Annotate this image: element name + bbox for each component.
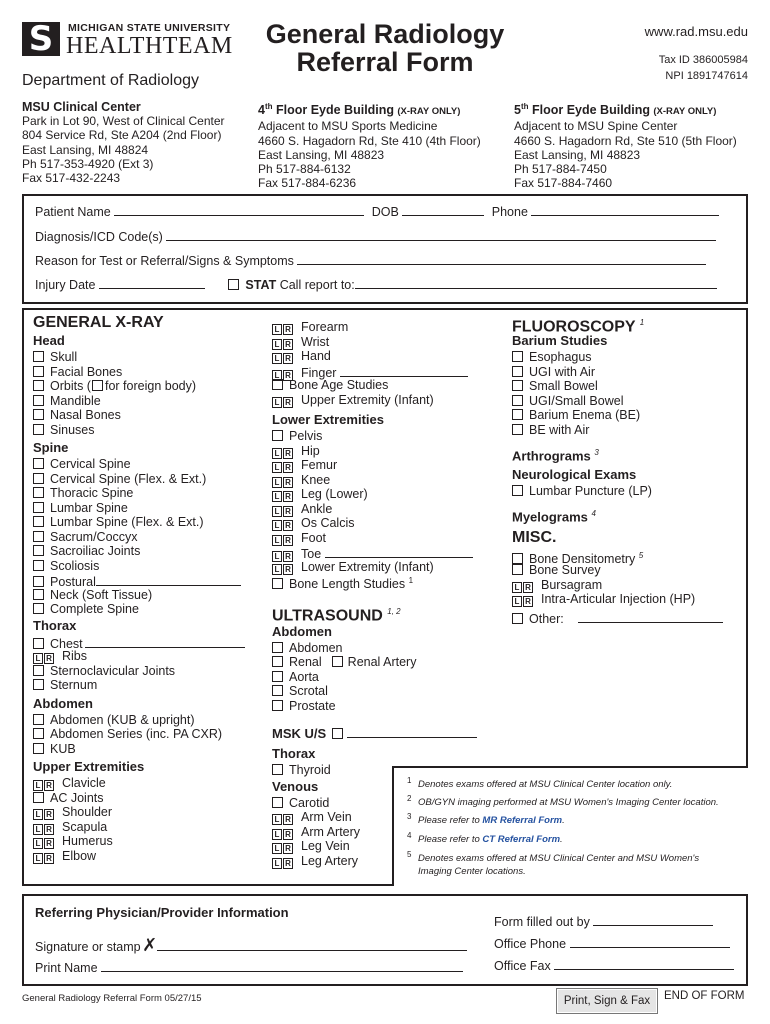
orbits-checkbox[interactable] bbox=[33, 380, 44, 391]
office-phone-row: Office Phone bbox=[494, 935, 730, 951]
lower-infant-left-checkbox[interactable]: L bbox=[272, 564, 282, 575]
brand-name: HEALTHTEAM bbox=[66, 33, 233, 59]
fluoroscopy-title: FLUOROSCOPY $^1$ bbox=[512, 318, 645, 336]
arm-vein-right-checkbox[interactable]: R bbox=[283, 814, 293, 825]
finger-left-checkbox[interactable]: L bbox=[272, 370, 282, 381]
mr-referral-link[interactable]: MR Referral Form bbox=[482, 815, 563, 826]
os-calcis-right-checkbox[interactable]: R bbox=[283, 520, 293, 531]
arm-artery-right-checkbox[interactable]: R bbox=[283, 829, 293, 840]
sacrum-checkbox[interactable] bbox=[33, 531, 44, 542]
msk-us-checkbox[interactable] bbox=[332, 728, 343, 739]
knee-right-checkbox[interactable]: R bbox=[283, 477, 293, 488]
msk-us-input[interactable] bbox=[347, 725, 477, 738]
hip-left-checkbox[interactable]: L bbox=[272, 448, 282, 459]
us-renal-checkbox[interactable] bbox=[272, 656, 283, 667]
small-bowel-checkbox[interactable] bbox=[512, 380, 523, 391]
leg-artery-right-checkbox[interactable]: R bbox=[283, 858, 293, 869]
msu-logo-s-icon: S bbox=[22, 22, 60, 56]
bone-densitometry-checkbox[interactable] bbox=[512, 553, 523, 564]
hand-left-checkbox[interactable]: L bbox=[272, 353, 282, 364]
abdomen-kub-checkbox[interactable] bbox=[33, 714, 44, 725]
ugi-small-bowel-checkbox[interactable] bbox=[512, 395, 523, 406]
hand-right-checkbox[interactable]: R bbox=[283, 353, 293, 364]
print-sign-fax-button[interactable]: Print, Sign & Fax bbox=[556, 988, 658, 1014]
diagnosis-row: Diagnosis/ICD Code(s) bbox=[35, 228, 716, 244]
phone-input[interactable] bbox=[531, 203, 719, 216]
lumbar-flex-checkbox[interactable] bbox=[33, 516, 44, 527]
location-4th-floor: 4th Floor Eyde Building (X-RAY ONLY) Adjacent to MSU Sports Medicine 4660 S. Hagadorn Rd, Ste 410 (4th Floor) East Lansing, MI 48823 Ph 517-884-6132 Fax 517-884-6236 bbox=[258, 102, 481, 191]
leg-vein-right-checkbox[interactable]: R bbox=[283, 843, 293, 854]
kub-checkbox[interactable] bbox=[33, 743, 44, 754]
toe-right-checkbox[interactable]: R bbox=[283, 551, 293, 562]
bone-survey-checkbox[interactable] bbox=[512, 564, 523, 575]
arm-vein-left-checkbox[interactable]: L bbox=[272, 814, 282, 825]
scapula-right-checkbox[interactable]: R bbox=[44, 824, 54, 835]
hip-right-checkbox[interactable]: R bbox=[283, 448, 293, 459]
mandible-checkbox[interactable] bbox=[33, 395, 44, 406]
us-carotid-checkbox[interactable] bbox=[272, 797, 283, 808]
upper-infant-right-checkbox[interactable]: R bbox=[283, 397, 293, 408]
department-name: Department of Radiology bbox=[22, 72, 199, 89]
injury-date-input[interactable] bbox=[99, 276, 205, 289]
sternoclavicular-checkbox[interactable] bbox=[33, 665, 44, 676]
website: www.rad.msu.edu bbox=[644, 24, 748, 39]
end-of-form: END OF FORM bbox=[664, 990, 745, 1002]
fluoro-column: FLUOROSCOPY $^1$ Barium Studies Esophagus UGI with Air Small Bowel UGI/Small Bowel Barium Enema (BE) BE with Air Arthrograms $^3$ Neurological Exams Lumbar Puncture (LP) Myelograms $^4$ MISC. Bone Densitometry $^5$ Bone Survey L R Bursagram L R Intra-Articular Injection (HP) Other: bbox=[512, 316, 723, 624]
foreign-body-checkbox[interactable] bbox=[92, 380, 103, 391]
os-calcis-left-checkbox[interactable]: L bbox=[272, 520, 282, 531]
physician-title: Referring Physician/Provider Information bbox=[35, 905, 289, 920]
cervical-spine-checkbox[interactable] bbox=[33, 458, 44, 469]
stat-checkbox[interactable] bbox=[228, 279, 239, 290]
university-name: MICHIGAN STATE UNIVERSITY bbox=[68, 22, 231, 34]
scapula-left-checkbox[interactable]: L bbox=[33, 824, 43, 835]
lumbar-puncture-checkbox[interactable] bbox=[512, 485, 523, 496]
ribs-left-checkbox[interactable]: L bbox=[33, 653, 43, 664]
signature-row: Signature or stamp ✗ bbox=[35, 935, 467, 956]
finger-right-checkbox[interactable]: R bbox=[283, 370, 293, 381]
us-abdomen-checkbox[interactable] bbox=[272, 642, 283, 653]
us-thyroid-checkbox[interactable] bbox=[272, 764, 283, 775]
filled-by-row: Form filled out by bbox=[494, 913, 713, 929]
wrist-right-checkbox[interactable]: R bbox=[283, 339, 293, 350]
wrist-left-checkbox[interactable]: L bbox=[272, 339, 282, 350]
complete-spine-checkbox[interactable] bbox=[33, 603, 44, 614]
ankle-left-checkbox[interactable]: L bbox=[272, 506, 282, 517]
ct-referral-link[interactable]: CT Referral Form bbox=[482, 834, 561, 845]
misc-title: MISC. bbox=[512, 528, 557, 546]
myelograms-label: Myelograms $^4$ bbox=[512, 508, 596, 524]
foot-left-checkbox[interactable]: L bbox=[272, 535, 282, 546]
femur-left-checkbox[interactable]: L bbox=[272, 462, 282, 473]
bone-length-checkbox[interactable] bbox=[272, 578, 283, 589]
note-5: 5 Denotes exams offered at MSU Clinical Center and MSU Women's Imaging Center locations. bbox=[407, 850, 700, 877]
facial-bones-checkbox[interactable] bbox=[33, 366, 44, 377]
upper-infant-left-checkbox[interactable]: L bbox=[272, 397, 282, 408]
tax-id: Tax ID 386005984 bbox=[658, 54, 748, 66]
lumbar-spine-checkbox[interactable] bbox=[33, 502, 44, 513]
dob-input[interactable] bbox=[402, 203, 484, 216]
femur-right-checkbox[interactable]: R bbox=[283, 462, 293, 473]
other-input[interactable] bbox=[578, 610, 723, 623]
sign-here-icon: ✗ bbox=[142, 935, 158, 955]
skull-checkbox[interactable] bbox=[33, 351, 44, 362]
elbow-left-checkbox[interactable]: L bbox=[33, 853, 43, 864]
note-1: 1 Denotes exams offered at MSU Clinical Center location only. bbox=[407, 776, 673, 790]
injury-row: Injury Date STAT Call report to: bbox=[35, 276, 717, 292]
ugi-air-checkbox[interactable] bbox=[512, 366, 523, 377]
ribs-right-checkbox[interactable]: R bbox=[44, 653, 54, 664]
xray-column-2: L R Forearm L R Wrist L R Hand L R Finger Bone Age Studies L R Upper Extremity (Infant) Lower Extremities Pelvis L R Hip L R Femur L R Knee L R Leg (Lower) L R Ankle L R Os Calcis L R Foot L R Toe L R Lower Extremity (Infant) Bone Length Studies $^1$ ULTRASOUND $^{1, 2}$ Abdomen Abdomen Renal Renal Artery Aorta Scrotal Prostate MSK U/S Thorax Thyroid Venous Carotid L R Arm Vein L R Arm Artery L R Leg Vein L R Leg Artery bbox=[272, 320, 477, 868]
humerus-left-checkbox[interactable]: L bbox=[33, 838, 43, 849]
barium-enema-checkbox[interactable] bbox=[512, 409, 523, 420]
toe-left-checkbox[interactable]: L bbox=[272, 551, 282, 562]
be-air-checkbox[interactable] bbox=[512, 424, 523, 435]
forearm-left-checkbox[interactable]: L bbox=[272, 324, 282, 335]
intra-articular-left-checkbox[interactable]: L bbox=[512, 596, 522, 607]
thoracic-spine-checkbox[interactable] bbox=[33, 487, 44, 498]
scoliosis-checkbox[interactable] bbox=[33, 560, 44, 571]
xray-column-1: GENERAL X-RAY Head Skull Facial Bones Orbits ( for foreign body) Mandible Nasal Bones Sinuses Spine Cervical Spine Cervical Spine (Flex. & Ext.) Thoracic Spine Lumbar Spine Lumbar Spine (Flex. & Ext.) Sacrum/Coccyx Sacroiliac Joints Scoliosis Postural Neck (Soft Tissue) Complete Spine Thorax Chest L R Ribs Sternoclavicular Joints Sternum Abdomen Abdomen (KUB & upright) Abdomen Series (inc. PA CXR) KUB Upper Extremities L R Clavicle AC Joints L R Shoulder L R Scapula L R Humerus L R Elbow bbox=[33, 316, 245, 863]
ac-joints-checkbox[interactable] bbox=[33, 792, 44, 803]
clavicle-left-checkbox[interactable]: L bbox=[33, 780, 43, 791]
sternum-checkbox[interactable] bbox=[33, 679, 44, 690]
clavicle-right-checkbox[interactable]: R bbox=[44, 780, 54, 791]
leg-right-checkbox[interactable]: R bbox=[283, 491, 293, 502]
esophagus-checkbox[interactable] bbox=[512, 351, 523, 362]
patient-name-input[interactable] bbox=[114, 203, 364, 216]
toe-input[interactable] bbox=[325, 545, 473, 558]
xray-title: GENERAL X-RAY bbox=[33, 314, 164, 331]
location-5th-floor: 5th Floor Eyde Building (X-RAY ONLY) Adjacent to MSU Spine Center 4660 S. Hagadorn Rd, Ste 510 (5th Floor) East Lansing, MI 48823 Ph 517-884-7450 Fax 517-884-7460 bbox=[514, 102, 737, 191]
intra-articular-right-checkbox[interactable]: R bbox=[523, 596, 533, 607]
finger-input[interactable] bbox=[340, 364, 468, 377]
leg-vein-left-checkbox[interactable]: L bbox=[272, 843, 282, 854]
diagnosis-input[interactable] bbox=[166, 228, 716, 241]
chest-checkbox[interactable] bbox=[33, 638, 44, 649]
leg-left-checkbox[interactable]: L bbox=[272, 491, 282, 502]
chest-input[interactable] bbox=[85, 635, 245, 648]
neck-checkbox[interactable] bbox=[33, 589, 44, 600]
note-2: 2 OB/GYN imaging performed at MSU Women's Imaging Center location. bbox=[407, 794, 719, 808]
bone-age-checkbox[interactable] bbox=[272, 379, 283, 390]
pelvis-checkbox[interactable] bbox=[272, 430, 283, 441]
elbow-right-checkbox[interactable]: R bbox=[44, 853, 54, 864]
npi: NPI 1891747614 bbox=[665, 70, 748, 82]
form-id: General Radiology Referral Form 05/27/15 bbox=[22, 993, 202, 1004]
msk-us-row: MSK U/S bbox=[272, 725, 477, 741]
knee-left-checkbox[interactable]: L bbox=[272, 477, 282, 488]
bursagram-left-checkbox[interactable]: L bbox=[512, 582, 522, 593]
us-renal-artery-checkbox[interactable] bbox=[332, 656, 343, 667]
arm-artery-left-checkbox[interactable]: L bbox=[272, 829, 282, 840]
us-aorta-checkbox[interactable] bbox=[272, 671, 283, 682]
postural-input[interactable] bbox=[96, 573, 241, 586]
us-scrotal-checkbox[interactable] bbox=[272, 685, 283, 696]
reason-input[interactable] bbox=[297, 252, 706, 265]
lower-infant-right-checkbox[interactable]: R bbox=[283, 564, 293, 575]
shoulder-left-checkbox[interactable]: L bbox=[33, 809, 43, 820]
note-4: 4 Please refer to CT Referral Form. bbox=[407, 831, 563, 845]
ultrasound-title: ULTRASOUND $^{1, 2}$ bbox=[272, 606, 401, 624]
print-name-input[interactable] bbox=[101, 959, 463, 972]
patient-name-row: Patient Name DOB Phone bbox=[35, 203, 719, 219]
office-fax-input[interactable] bbox=[554, 957, 734, 970]
form-title: General Radiology Referral Form bbox=[265, 19, 505, 77]
sinuses-checkbox[interactable] bbox=[33, 424, 44, 435]
filled-by-input[interactable] bbox=[593, 913, 713, 926]
leg-artery-left-checkbox[interactable]: L bbox=[272, 858, 282, 869]
location-clinical-center: MSU Clinical Center Park in Lot 90, West of Clinical Center 804 Service Rd, Ste A204 (2nd Floor) East Lansing, MI 48824 Ph 517-353-4920 (Ext 3) Fax 517-432-2243 bbox=[22, 100, 225, 186]
us-prostate-checkbox[interactable] bbox=[272, 700, 283, 711]
shoulder-right-checkbox[interactable]: R bbox=[44, 809, 54, 820]
ankle-right-checkbox[interactable]: R bbox=[283, 506, 293, 517]
forearm-right-checkbox[interactable]: R bbox=[283, 324, 293, 335]
foot-right-checkbox[interactable]: R bbox=[283, 535, 293, 546]
sacroiliac-checkbox[interactable] bbox=[33, 545, 44, 556]
office-fax-row: Office Fax bbox=[494, 957, 734, 973]
postural-checkbox[interactable] bbox=[33, 576, 44, 587]
signature-input[interactable] bbox=[157, 938, 467, 951]
note-3: 3 Please refer to MR Referral Form. bbox=[407, 812, 565, 826]
cervical-flex-checkbox[interactable] bbox=[33, 473, 44, 484]
nasal-bones-checkbox[interactable] bbox=[33, 409, 44, 420]
humerus-right-checkbox[interactable]: R bbox=[44, 838, 54, 849]
other-checkbox[interactable] bbox=[512, 613, 523, 624]
arthrograms-label: Arthrograms $^3$ bbox=[512, 448, 599, 464]
bursagram-right-checkbox[interactable]: R bbox=[523, 582, 533, 593]
office-phone-input[interactable] bbox=[570, 935, 730, 948]
reason-row: Reason for Test or Referral/Signs & Symptoms bbox=[35, 252, 706, 268]
print-name-row: Print Name bbox=[35, 959, 463, 975]
abdomen-series-checkbox[interactable] bbox=[33, 728, 44, 739]
call-report-input[interactable] bbox=[355, 276, 717, 289]
